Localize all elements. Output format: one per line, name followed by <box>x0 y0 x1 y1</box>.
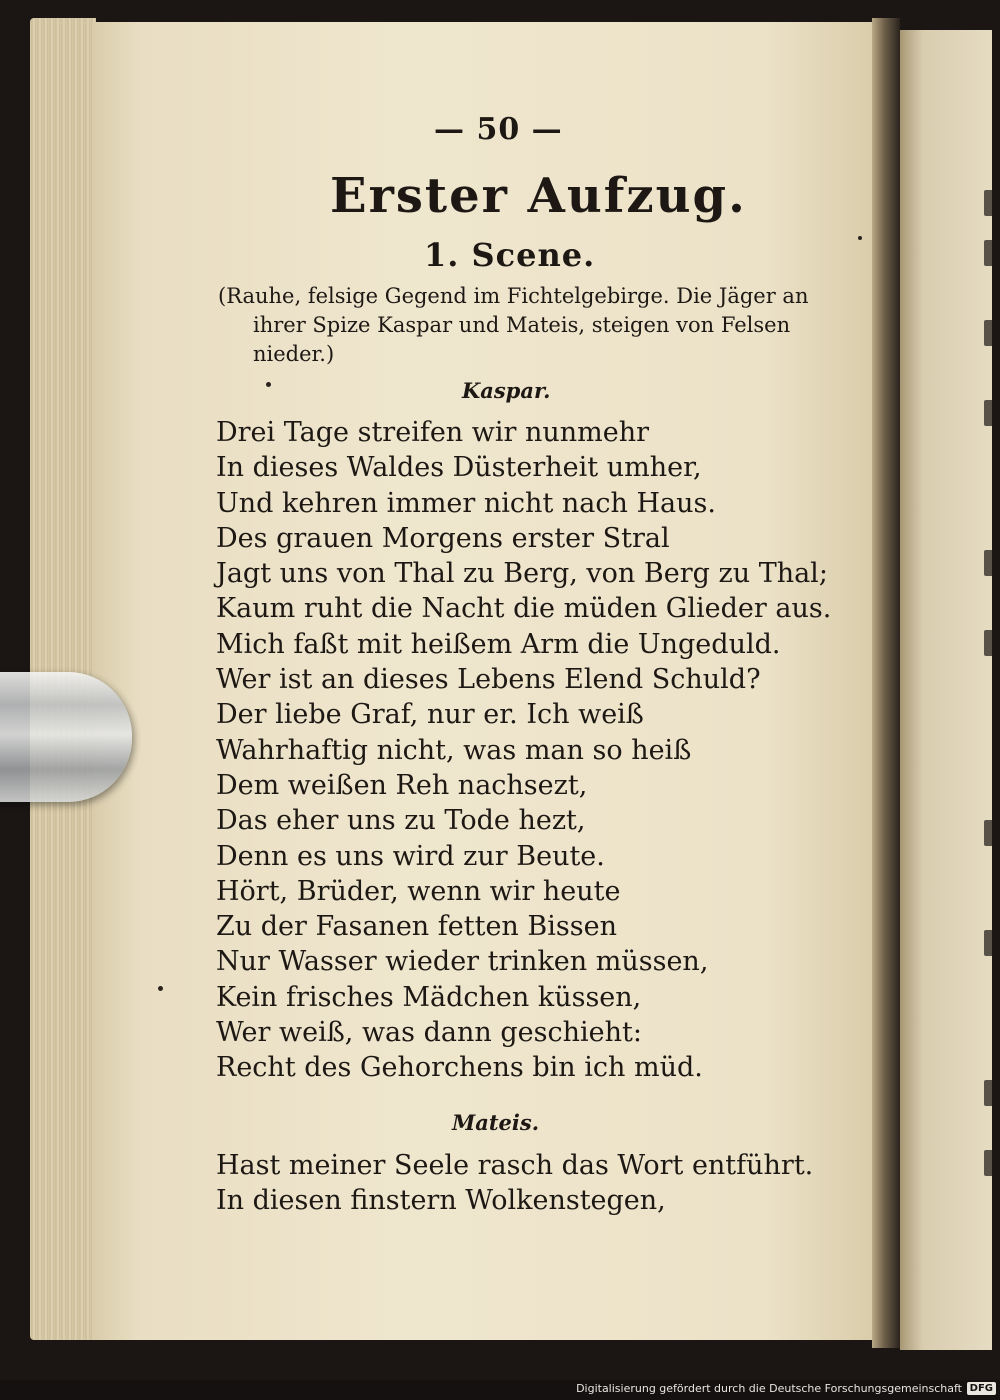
stage-direction-line: (Rauhe, felsige Gegend im Fichtelgebirge. Die Jäger an <box>218 284 809 308</box>
ink-speck <box>266 382 271 387</box>
stage-direction-line: nieder.) <box>253 342 335 366</box>
scene-title: 1. Scene. <box>424 236 596 274</box>
verse-line: Jagt uns von Thal zu Berg, von Berg zu Thal; <box>216 558 828 590</box>
verse-line: In dieses Waldes Düsterheit umher, <box>216 452 702 484</box>
verse-line: Drei Tage streifen wir nunmehr <box>216 417 650 448</box>
ink-speck <box>858 236 862 240</box>
facing-page-glyph <box>984 400 992 426</box>
speaker-mateis: Mateis. <box>452 1110 540 1135</box>
verse-line: In diesen finstern Wolkenstegen, <box>216 1185 666 1217</box>
verse-line: Hast meiner Seele rasch das Wort entführt. <box>216 1150 814 1181</box>
verse-line: Denn es uns wird zur Beute. <box>216 840 605 872</box>
page-number: — 50 — <box>434 112 563 147</box>
verse-line: Hört, Brüder, wenn wir heute <box>216 875 621 907</box>
verse-line: Wer ist an dieses Lebens Elend Schuld? <box>216 664 761 696</box>
facing-page-glyph <box>984 320 992 346</box>
facing-page-glyph <box>984 930 992 956</box>
verse-line: Kein frisches Mädchen küssen, <box>216 981 642 1013</box>
facing-page-glyph <box>984 630 992 656</box>
speaker-kaspar: Kaspar. <box>462 378 551 403</box>
facing-page-glyph <box>984 1080 992 1106</box>
facing-page-glyph <box>984 240 992 266</box>
facing-page-glyph <box>984 190 992 216</box>
verse-line: Wer weiß, was dann geschieht: <box>216 1017 642 1049</box>
verse-line: Mich faßt mit heißem Arm die Ungeduld. <box>216 628 781 660</box>
facing-page-glyph <box>984 550 992 576</box>
stage-direction <box>218 282 818 369</box>
verse-line: Zu der Fasanen fetten Bissen <box>216 911 617 943</box>
verse-line: Das eher uns zu Tode hezt, <box>216 805 586 837</box>
verse-line: Der liebe Graf, nur er. Ich weiß <box>216 699 644 731</box>
facing-page-glyph <box>984 820 992 846</box>
book-clip <box>0 672 132 802</box>
digitization-credit: Digitalisierung gefördert durch die Deutsche Forschungsgemeinschaft <box>576 1382 962 1395</box>
verse-line: Des grauen Morgens erster Stral <box>216 522 670 554</box>
verse-line: Dem weißen Reh nachsezt, <box>216 769 588 801</box>
mateis-verse <box>216 1148 813 1219</box>
kaspar-verse <box>216 415 831 1086</box>
book-gutter <box>872 18 900 1348</box>
ink-speck <box>158 986 163 991</box>
act-title: Erster Aufzug. <box>330 168 747 224</box>
verse-line: Kaum ruht die Nacht die müden Glieder aus. <box>216 593 832 625</box>
verse-line: Recht des Gehorchens bin ich müd. <box>216 1052 703 1084</box>
stage-direction-line: ihrer Spize Kaspar und Mateis, steigen von Felsen <box>253 313 791 337</box>
dfg-logo: DFG <box>967 1382 996 1395</box>
facing-page-edge <box>900 30 992 1350</box>
verse-line: Wahrhaftig nicht, was man so heiß <box>216 734 692 766</box>
verse-line: Nur Wasser wieder trinken müssen, <box>216 946 709 978</box>
facing-page-glyph <box>984 1150 992 1176</box>
verse-line: Und kehren immer nicht nach Haus. <box>216 487 716 519</box>
